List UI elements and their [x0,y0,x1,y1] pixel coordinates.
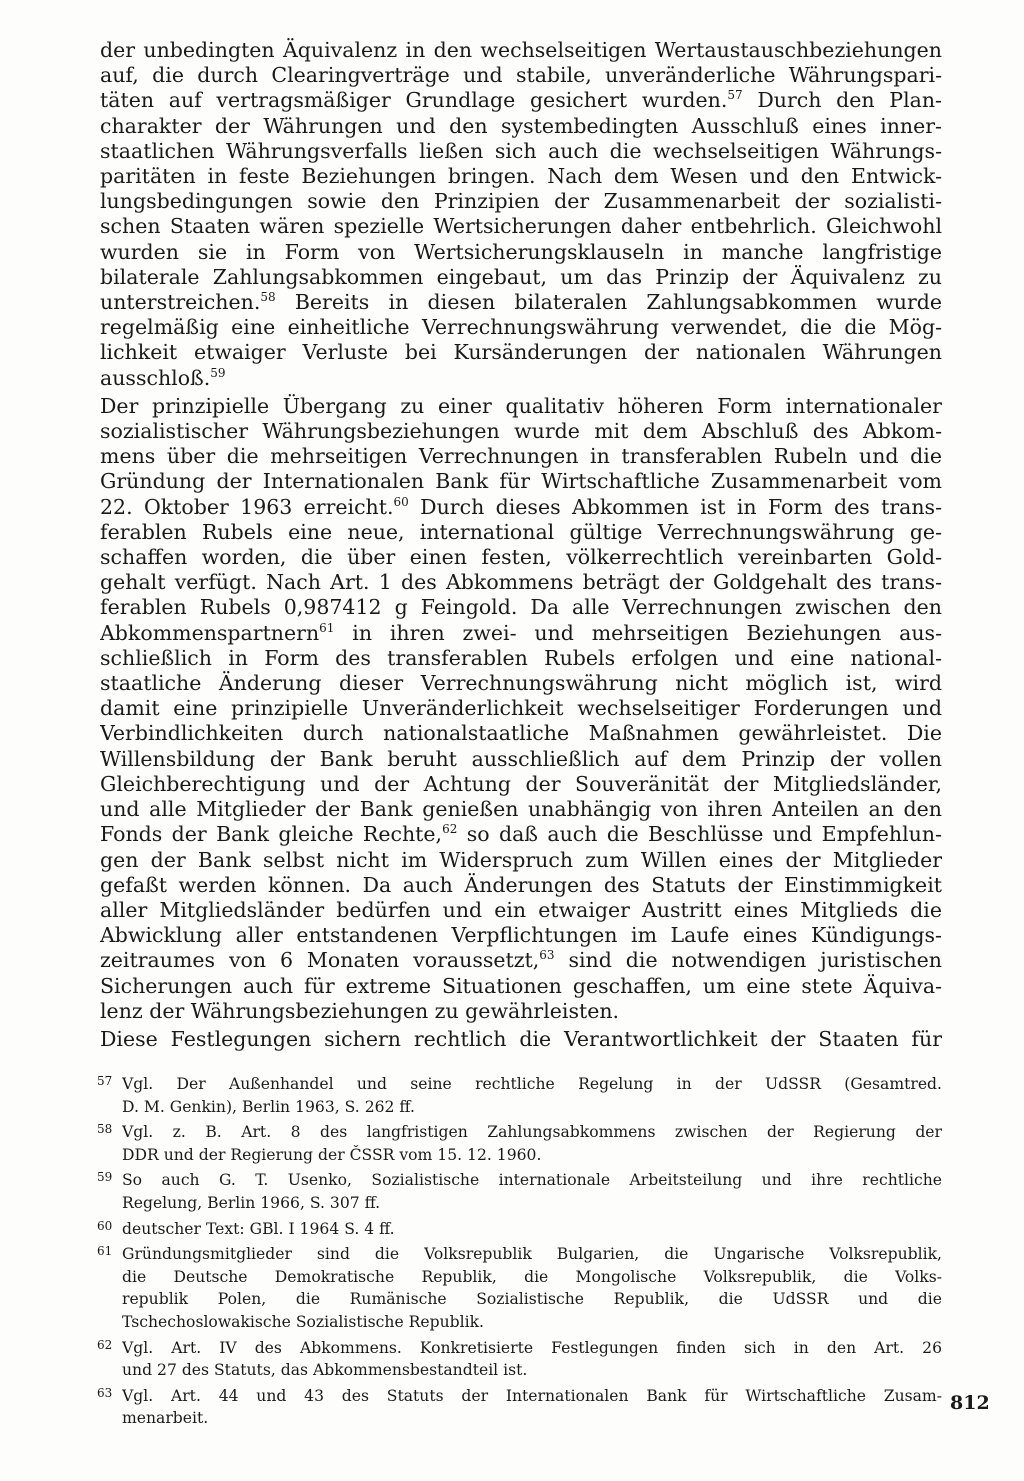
text-line: damit eine prinzipielle Unveränderlichkeit wechselseitiger Forderungen und [100,696,942,721]
text-line: lichkeit etwaiger Verluste bei Kursänderungen der nationalen Währungen [100,340,942,365]
text-line: schließlich in Form des transferablen Rubels erfolgen und eine national- [100,645,942,670]
paragraph [100,38,942,391]
footnote-number: 60 [97,1218,113,1233]
footnote-line: deutscher Text: GBl. I 1964 S. 4 ff. [122,1219,395,1238]
text-line: ferablen Rubels eine neue, international gültige Verrechnungswährung ge- [100,519,942,544]
footnote [97,1337,942,1382]
text-line: Abwicklung aller entstandenen Verpflichtungen im Laufe eines Kündigungs- [100,923,942,948]
text-line: 22. Oktober 1963 erreicht.$^{60}$ Durch dieses Abkommen ist in Form des trans- [100,494,942,519]
text-line: lenz der Währungsbeziehungen zu gewährleisten. [100,998,620,1023]
text-line: Gleichberechtigung und der Achtung der Souveränität der Mitgliedsländer, [100,771,942,796]
body-text [100,38,942,1055]
footnote-reference: 63 [539,948,555,963]
footnote-number: 61 [97,1244,113,1259]
text-line: und alle Mitglieder der Bank genießen unabhängig von ihren Anteilen an den [100,797,942,822]
text-line: der unbedingten Äquivalenz in den wechselseitigen Wertaustauschbeziehungen [100,38,942,62]
text-line: lungsbedingungen sowie den Prinzipien der Zusammenarbeit der sozialisti- [100,189,942,214]
footnote-line: Vgl. Art. IV des Abkommens. Konkretisierte Festlegungen finden sich in den Art. 26 [122,1338,942,1357]
footnote-line: Tschechoslowakische Sozialistische Republik. [122,1312,484,1331]
paragraph [100,394,942,1024]
text-line: gehalt verfügt. Nach Art. 1 des Abkommens beträgt der Goldgehalt des trans- [100,570,942,595]
footnote-reference: 60 [393,494,409,509]
footnote-number: 57 [97,1074,113,1088]
text-line: Sicherungen auch für extreme Situationen geschaffen, um eine stete Äquiva- [100,973,942,998]
text-line: ferablen Rubels 0,987412 g Feingold. Da alle Verrechnungen zwischen den [100,595,942,620]
text-line: aller Mitgliedsländer bedürfen und ein etwaiger Austritt eines Mitglieds die [100,897,942,922]
text-line: staatliche Änderung dieser Verrechnungswährung nicht möglich ist, wird [100,671,942,696]
footnote-line: und 27 des Statuts, das Abkommensbestandteil ist. [122,1361,528,1380]
footnote-line: Regelung, Berlin 1966, S. 307 ff. [122,1193,381,1212]
text-line: wurden sie in Form von Wertsicherungsklauseln in manche langfristige [100,239,942,264]
footnote [97,1169,942,1214]
text-line: bilaterale Zahlungsabkommen eingebaut, um das Prinzip der Äquivalenz zu [100,264,942,289]
text-line: paritäten in feste Beziehungen bringen. Nach dem Wesen und den Entwick- [100,164,942,189]
text-line: Abkommenspartnern$^{61}$ in ihren zwei- und mehrseitigen Beziehungen aus- [100,620,942,645]
footnote-line: D. M. Genkin), Berlin 1963, S. 262 ff. [122,1097,415,1116]
text-line: staatlichen Währungsverfalls ließen sich auch die wechselseitigen Währungs- [100,138,942,163]
text-line: zeitraumes von 6 Monaten voraussetzt,$^{63}$ sind die notwendigen juristischen [100,948,942,973]
footnote-line: menarbeit. [122,1409,209,1428]
footnote-line: republik Polen, die Rumänische Sozialistische Republik, die UdSSR und die [122,1290,942,1309]
text-line: Fonds der Bank gleiche Rechte,$^{62}$ so daß auch die Beschlüsse und Empfehlun- [100,822,942,847]
footnote-reference: 59 [210,365,226,380]
text-line: auf, die durch Clearingverträge und stabile, unveränderliche Währungspari- [100,63,942,88]
footnote [97,1121,942,1166]
footnote-reference: 58 [260,290,276,305]
footnote-line: die Deutsche Demokratische Republik, die Mongolische Volksrepublik, die Volks- [122,1267,942,1286]
text-line: mens über die mehrseitigen Verrechnungen in transferablen Rubeln und die [100,444,942,469]
text-line: Der prinzipielle Übergang zu einer qualitativ höheren Form internationaler [100,393,942,418]
text-line: charakter der Währungen und den systembedingten Ausschluß eines inner- [100,113,942,138]
text-line: ausschloß.$^{59}$ [100,365,226,390]
text-line: sozialistischer Währungsbeziehungen wurde mit dem Abschluß des Abkom- [100,419,942,444]
footnote-number: 58 [97,1122,113,1137]
text-line: gen der Bank selbst nicht im Widerspruch zum Willen eines der Mitglieder [100,847,942,872]
text-line: regelmäßig eine einheitliche Verrechnungswährung verwendet, die die Mög- [100,315,942,340]
text-line: täten auf vertragsmäßiger Grundlage gesichert wurden.$^{57}$ Durch den Plan- [100,88,942,113]
footnote-number: 62 [97,1337,113,1352]
footnote [97,1385,942,1430]
footnote [97,1218,942,1241]
footnote-line: DDR und der Regierung der ČSSR vom 15. 12. 1960. [122,1145,542,1164]
text-line: unterstreichen.$^{58}$ Bereits in diesen bilateralen Zahlungsabkommen wurde [100,290,942,315]
text-line: schaffen worden, die über einen festen, völkerrechtlich vereinbarten Gold- [100,545,942,570]
text-line: schen Staaten wären spezielle Wertsicherungen daher entbehrlich. Gleichwohl [100,214,942,239]
text-line: Willensbildung der Bank beruht ausschließlich auf dem Prinzip der vollen [100,746,942,771]
footnote-number: 59 [97,1170,113,1185]
paragraph [100,1027,942,1052]
footnote-line: Vgl. Art. 44 und 43 des Statuts der Internationalen Bank für Wirtschaftliche Zusam- [122,1386,942,1405]
footnote-reference: 57 [727,88,743,103]
footnote-reference: 62 [442,822,458,837]
footnote [97,1073,942,1118]
footnotes [97,1073,942,1433]
footnote-reference: 61 [319,620,335,635]
text-line: gefaßt werden können. Da auch Änderungen des Statuts der Einstimmigkeit [100,872,942,897]
text-line: Verbindlichkeiten durch nationalstaatliche Maßnahmen gewährleistet. Die [100,721,942,746]
footnote-line: Vgl. Der Außenhandel und seine rechtliche Regelung in der UdSSR (Gesamtred. [122,1075,942,1093]
footnote-number: 63 [97,1385,113,1400]
text-line: Gründung der Internationalen Bank für Wirtschaftliche Zusammenarbeit vom [100,469,942,494]
footnote-line: Vgl. z. B. Art. 8 des langfristigen Zahlungsabkommens zwischen der Regierung der [122,1123,942,1142]
page-number: 812 [950,1392,990,1414]
footnote-line: Gründungsmitglieder sind die Volksrepublik Bulgarien, die Ungarische Volksrepublik, [122,1245,942,1264]
footnote [97,1243,942,1333]
text-line: Diese Festlegungen sichern rechtlich die Verantwortlichkeit der Staaten für [100,1026,942,1051]
footnote-line: So auch G. T. Usenko, Sozialistische internationale Arbeitsteilung und ihre rechtliche [122,1171,942,1190]
